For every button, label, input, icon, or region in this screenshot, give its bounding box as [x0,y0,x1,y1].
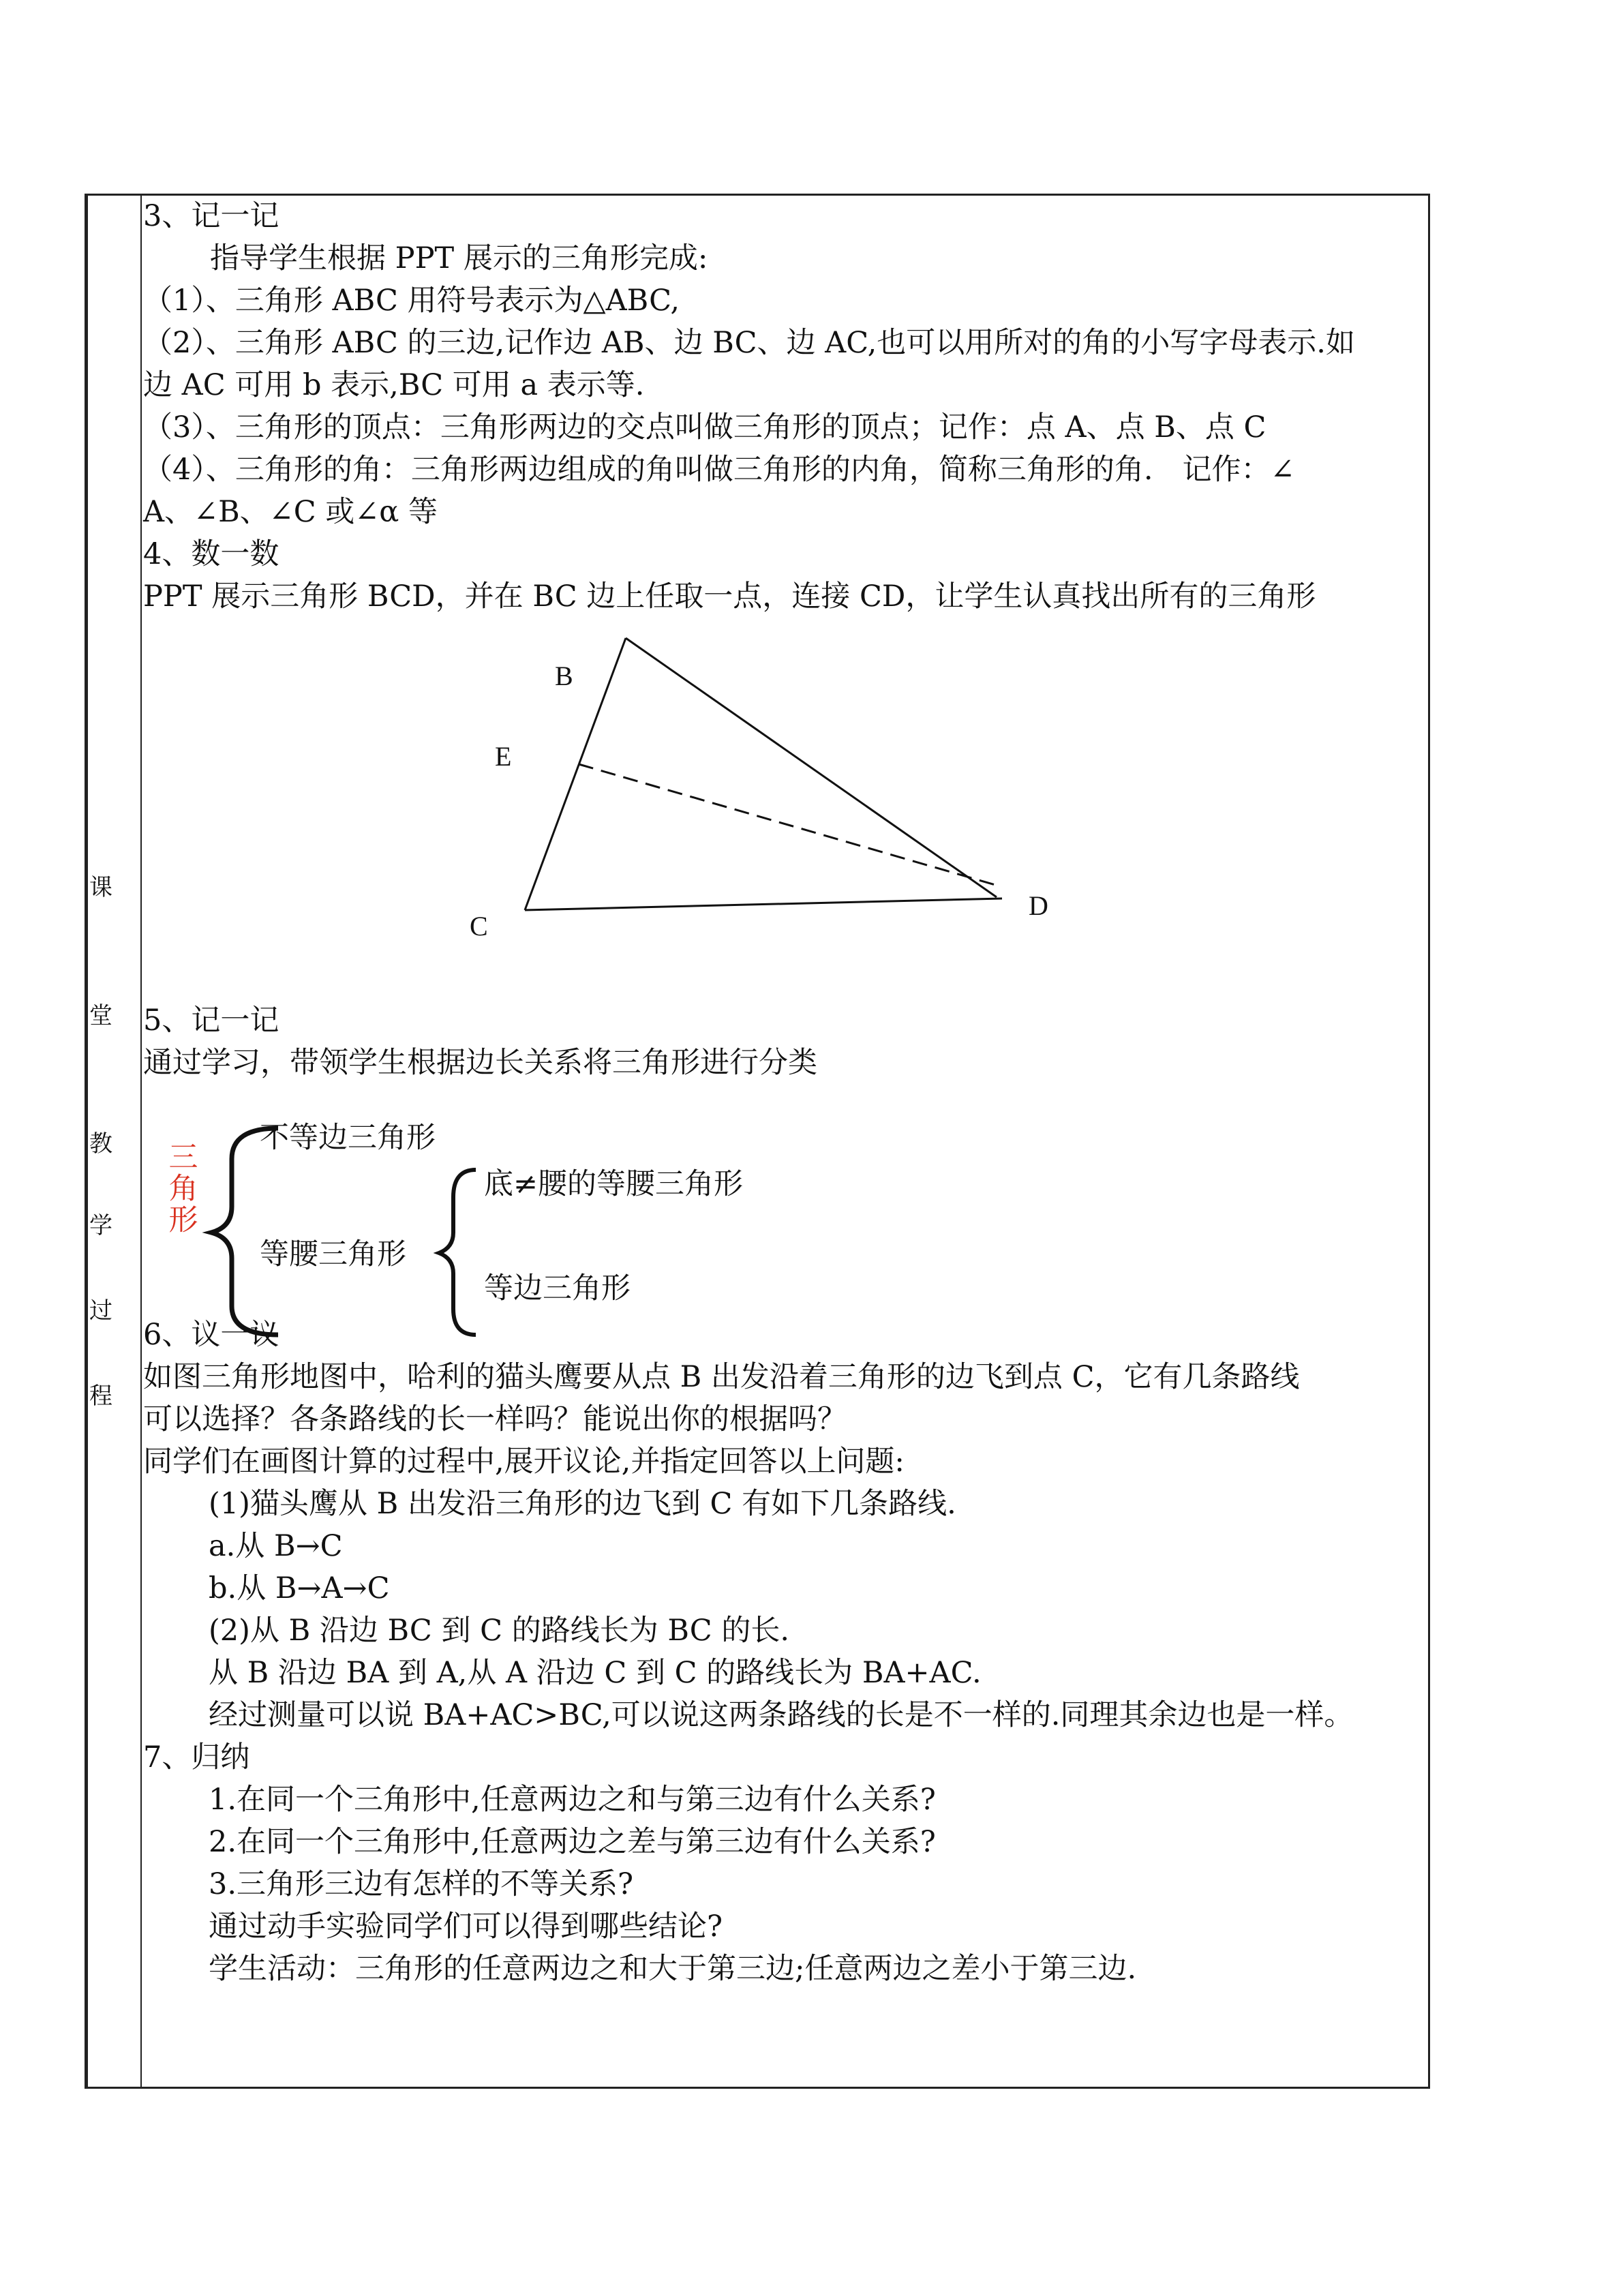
dashed-segment-ed [579,764,1000,886]
side-label-char: 课 [89,874,112,901]
section6-indented-line: (1)猫头鹰从 B 出发沿三角形的边飞到 C 有如下几条路线. [209,1487,956,1521]
triangle-side-bd [626,638,997,897]
label-point-e: E [495,741,512,772]
tree-equilateral: 等边三角形 [484,1271,631,1305]
section5-text: 通过学习，带领学生根据边长关系将三角形进行分类 [143,1046,817,1080]
side-label-char: 教 [89,1130,112,1158]
section3-heading: 3、记一记 [143,199,279,233]
section4-heading: 4、数一数 [143,537,279,571]
tree-root-label: 三角形 [168,1141,198,1237]
tree-scalene: 不等边三角形 [260,1121,436,1155]
section3-item: （3）、三角形的顶点：三角形两边的交点叫做三角形的顶点；记作：点 A、点 B、点 C [143,410,1266,444]
label-point-b: B [555,661,573,691]
section3-item: （4）、三角形的角：三角形两边组成的角叫做三角形的内角，简称三角形的角. 记作：∠ [143,453,1295,487]
brace-root [211,1128,278,1335]
section6-indented-line: 从 B 沿边 BA 到 A,从 A 沿边 C 到 C 的路线长为 BA+AC. [209,1656,982,1690]
section6-indented-line: b.从 B→A→C [209,1571,390,1605]
section7-heading: 7、归纳 [143,1740,250,1774]
section3-intro: 指导学生根据 PPT 展示的三角形完成: [210,241,708,275]
section6-line: 同学们在画图计算的过程中,展开议论,并指定回答以上问题: [143,1445,905,1479]
section7-indented-line: 1.在同一个三角形中,任意两边之和与第三边有什么关系? [209,1783,936,1817]
side-label-char: 程 [89,1383,112,1410]
section7-indented-line: 3.三角形三边有怎样的不等关系? [209,1867,634,1901]
section6-indented-line: (2)从 B 沿边 BC 到 C 的路线长为 BC 的长. [209,1614,790,1648]
section6-heading: 6、议一议 [143,1318,279,1352]
section7-indented-line: 通过动手实验同学们可以得到哪些结论? [209,1909,723,1944]
section3-item: A、∠B、∠C 或∠α 等 [143,495,438,529]
side-label-char: 堂 [89,1002,112,1029]
triangle-side-cd [525,898,1002,910]
section5-heading: 5、记一记 [143,1003,279,1038]
brace-isosceles [439,1170,476,1335]
label-point-c: C [470,911,488,941]
tree-isosceles-non-equilateral: 底≠腰的等腰三角形 [484,1167,744,1201]
section6-line: 如图三角形地图中，哈利的猫头鹰要从点 B 出发沿着三角形的边飞到点 C，它有几条路线 [143,1360,1300,1394]
section3-item: （2）、三角形 ABC 的三边,记作边 AB、边 BC、边 AC,也可以用所对的角的小写字母表示.如 [143,326,1355,360]
section7-indented-line: 学生活动：三角形的任意两边之和大于第三边;任意两边之差小于第三边. [209,1952,1137,1986]
section6-line: 可以选择？各条路线的长一样吗？能说出你的根据吗？ [143,1402,847,1436]
section6-indented-line: 经过测量可以说 BA+AC>BC,可以说这两条路线的长是不一样的.同理其余边也是一样。 [209,1698,1354,1732]
section6-indented-line: a.从 B→C [209,1529,343,1563]
side-label-char: 学 [89,1212,112,1239]
section4-text: PPT 展示三角形 BCD，并在 BC 边上任取一点，连接 CD，让学生认真找出所有的三角形 [143,579,1316,614]
section7-indented-line: 2.在同一个三角形中,任意两边之差与第三边有什么关系? [209,1825,936,1859]
tree-isosceles: 等腰三角形 [260,1237,406,1271]
side-label-char: 过 [89,1297,112,1325]
label-point-d: D [1029,890,1048,921]
section3-item: （1）、三角形 ABC 用符号表示为△ABC, [143,284,680,318]
section3-item: 边 AC 可用 b 表示,BC 可用 a 表示等. [143,368,645,402]
